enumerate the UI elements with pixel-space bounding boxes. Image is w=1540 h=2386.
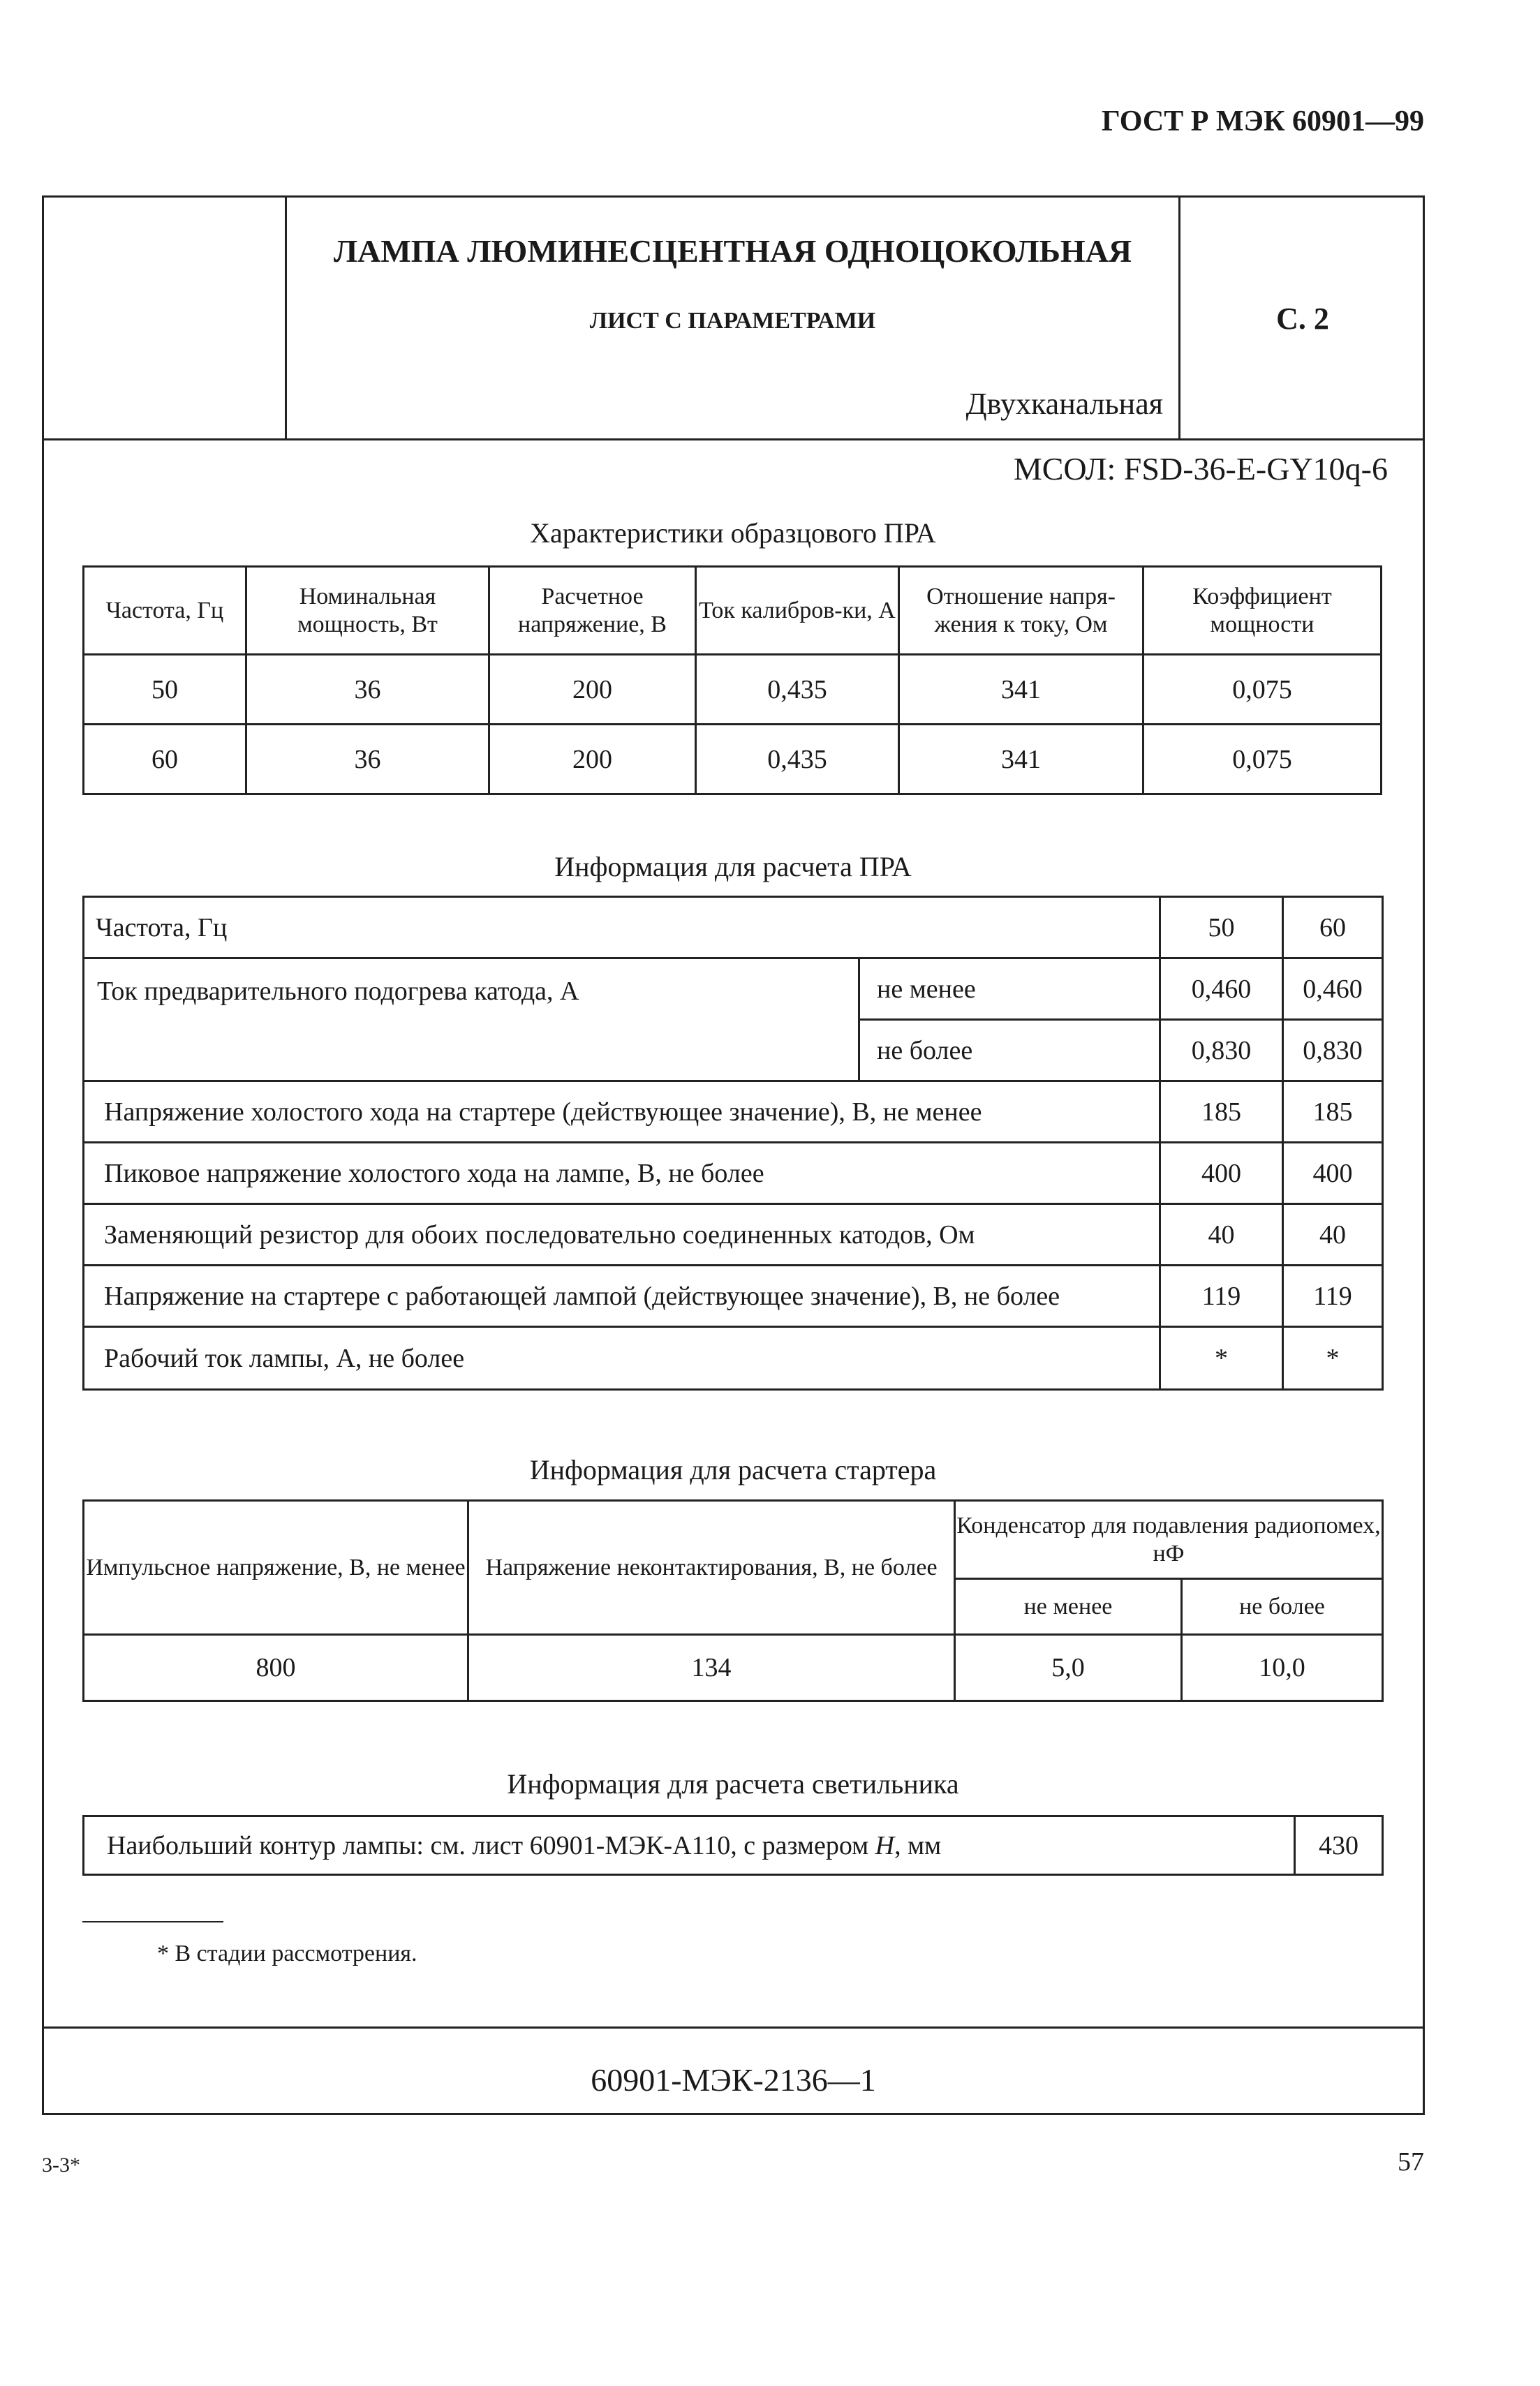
table-cell: 50 <box>84 655 246 725</box>
table-cell: 400 <box>1160 1143 1283 1204</box>
starter-info-caption: Информация для расчета стартера <box>529 1454 937 1485</box>
col-header: не менее <box>955 1579 1182 1635</box>
starter-info-table <box>82 1499 1384 1702</box>
lamp-variant: Двухканальная <box>965 387 1163 421</box>
frequency-label: Частота, Гц <box>84 897 1160 958</box>
col-header: Отношение напря-жения к току, Ом <box>899 567 1143 655</box>
footnote-rule <box>82 1921 223 1922</box>
table-cell: 0,460 <box>1160 958 1283 1020</box>
sheet-mark: 3-3* <box>42 2154 80 2177</box>
table-row <box>84 1081 1383 1143</box>
table-cell: 5,0 <box>955 1635 1182 1701</box>
table-cell: 400 <box>1283 1143 1383 1204</box>
table-cell: 50 <box>1160 897 1283 958</box>
table-cell: 0,460 <box>1283 958 1383 1020</box>
reference-ballast-table <box>82 565 1382 795</box>
table-cell: 200 <box>489 655 696 725</box>
footnote: * В стадии рассмотрения. <box>157 1941 417 1966</box>
standard-number: ГОСТ Р МЭК 60901—99 <box>1102 105 1424 138</box>
page-number: 57 <box>1398 2147 1424 2177</box>
row-label: Пиковое напряжение холостого хода на лампе, В, не более <box>84 1143 1160 1204</box>
luminaire-info-caption: Информация для расчета светильника <box>507 1768 959 1800</box>
table-cell: 119 <box>1160 1266 1283 1327</box>
col-header: не более <box>1182 1579 1383 1635</box>
table-row <box>84 1204 1383 1266</box>
min-label: не менее <box>859 958 1160 1020</box>
reference-ballast-caption: Характеристики образцового ПРА <box>530 517 936 549</box>
col-header: Коэффициент мощности <box>1143 567 1382 655</box>
table-cell: 36 <box>246 655 489 725</box>
col-header: Напряжение неконтактирования, В, не более <box>468 1501 955 1635</box>
col-header: Номинальная мощность, Вт <box>246 567 489 655</box>
table-cell: 185 <box>1283 1081 1383 1143</box>
ballast-info-caption: Информация для расчета ПРА <box>554 851 912 882</box>
table-cell: 40 <box>1283 1204 1383 1266</box>
table-cell: 0,075 <box>1143 725 1382 794</box>
table-cell: * <box>1283 1327 1383 1390</box>
row-label: Напряжение холостого хода на стартере (действующее значение), В, не менее <box>84 1081 1160 1143</box>
max-label: не более <box>859 1020 1160 1081</box>
table-cell: 0,830 <box>1160 1020 1283 1081</box>
table-cell: 0,435 <box>696 655 899 725</box>
row-label: Заменяющий резистор для обоих последовательно соединенных катодов, Ом <box>84 1204 1160 1266</box>
table-cell: 185 <box>1160 1081 1283 1143</box>
col-header: Расчетное напряжение, В <box>489 567 696 655</box>
table-cell: 341 <box>899 725 1143 794</box>
table-row <box>84 1143 1383 1204</box>
table-row <box>84 725 1382 794</box>
table-cell: 134 <box>468 1635 955 1701</box>
sheet-subtitle: ЛИСТ С ПАРАМЕТРАМИ <box>589 308 876 334</box>
col-header: Ток калибров-ки, А <box>696 567 899 655</box>
table-row <box>84 1635 1383 1701</box>
table-cell: 0,075 <box>1143 655 1382 725</box>
table-cell: 40 <box>1160 1204 1283 1266</box>
table-row <box>84 1266 1383 1327</box>
preheat-current-label: Ток предварительного подогрева катода, А <box>84 958 859 1081</box>
table-cell: 10,0 <box>1182 1635 1383 1701</box>
table-cell: 60 <box>1283 897 1383 958</box>
table-row <box>84 1327 1383 1390</box>
table-cell: 200 <box>489 725 696 794</box>
label-unit: , мм <box>894 1830 942 1860</box>
table-row <box>84 655 1382 725</box>
ballast-info-table <box>82 896 1384 1391</box>
sheet-code: 60901-МЭК-2136—1 <box>591 2062 876 2098</box>
col-header: Импульсное напряжение, В, не менее <box>84 1501 468 1635</box>
table-cell: 430 <box>1295 1816 1383 1875</box>
label-text: Наибольший контур лампы: см. лист 60901-МЭК-А110, с размером <box>107 1830 875 1860</box>
table-cell: 60 <box>84 725 246 794</box>
table-cell: 341 <box>899 655 1143 725</box>
lamp-designation: МСОЛ: FSD-36-E-GY10q-6 <box>1013 451 1388 487</box>
dimension-symbol: H <box>875 1830 895 1860</box>
lamp-contour-label <box>84 1816 1295 1875</box>
table-cell: * <box>1160 1327 1283 1390</box>
table-cell: 0,830 <box>1283 1020 1383 1081</box>
table-row <box>84 1816 1383 1875</box>
table-cell: 800 <box>84 1635 468 1701</box>
luminaire-info-table <box>82 1815 1384 1876</box>
table-cell: 36 <box>246 725 489 794</box>
row-label: Рабочий ток лампы, А, не более <box>84 1327 1160 1390</box>
table-cell: 119 <box>1283 1266 1383 1327</box>
col-header: Частота, Гц <box>84 567 246 655</box>
row-label: Напряжение на стартере с работающей лампой (действующее значение), В, не более <box>84 1266 1160 1327</box>
footer-divider <box>44 2026 1423 2029</box>
lamp-title: ЛАМПА ЛЮМИНЕСЦЕНТНАЯ ОДНОЦОКОЛЬНАЯ <box>333 233 1132 269</box>
title-block-bottom-line <box>44 438 1423 440</box>
col-header: Конденсатор для подавления радиопомех, нФ <box>955 1501 1383 1579</box>
sheet-number: С. 2 <box>1276 302 1329 336</box>
table-cell: 0,435 <box>696 725 899 794</box>
